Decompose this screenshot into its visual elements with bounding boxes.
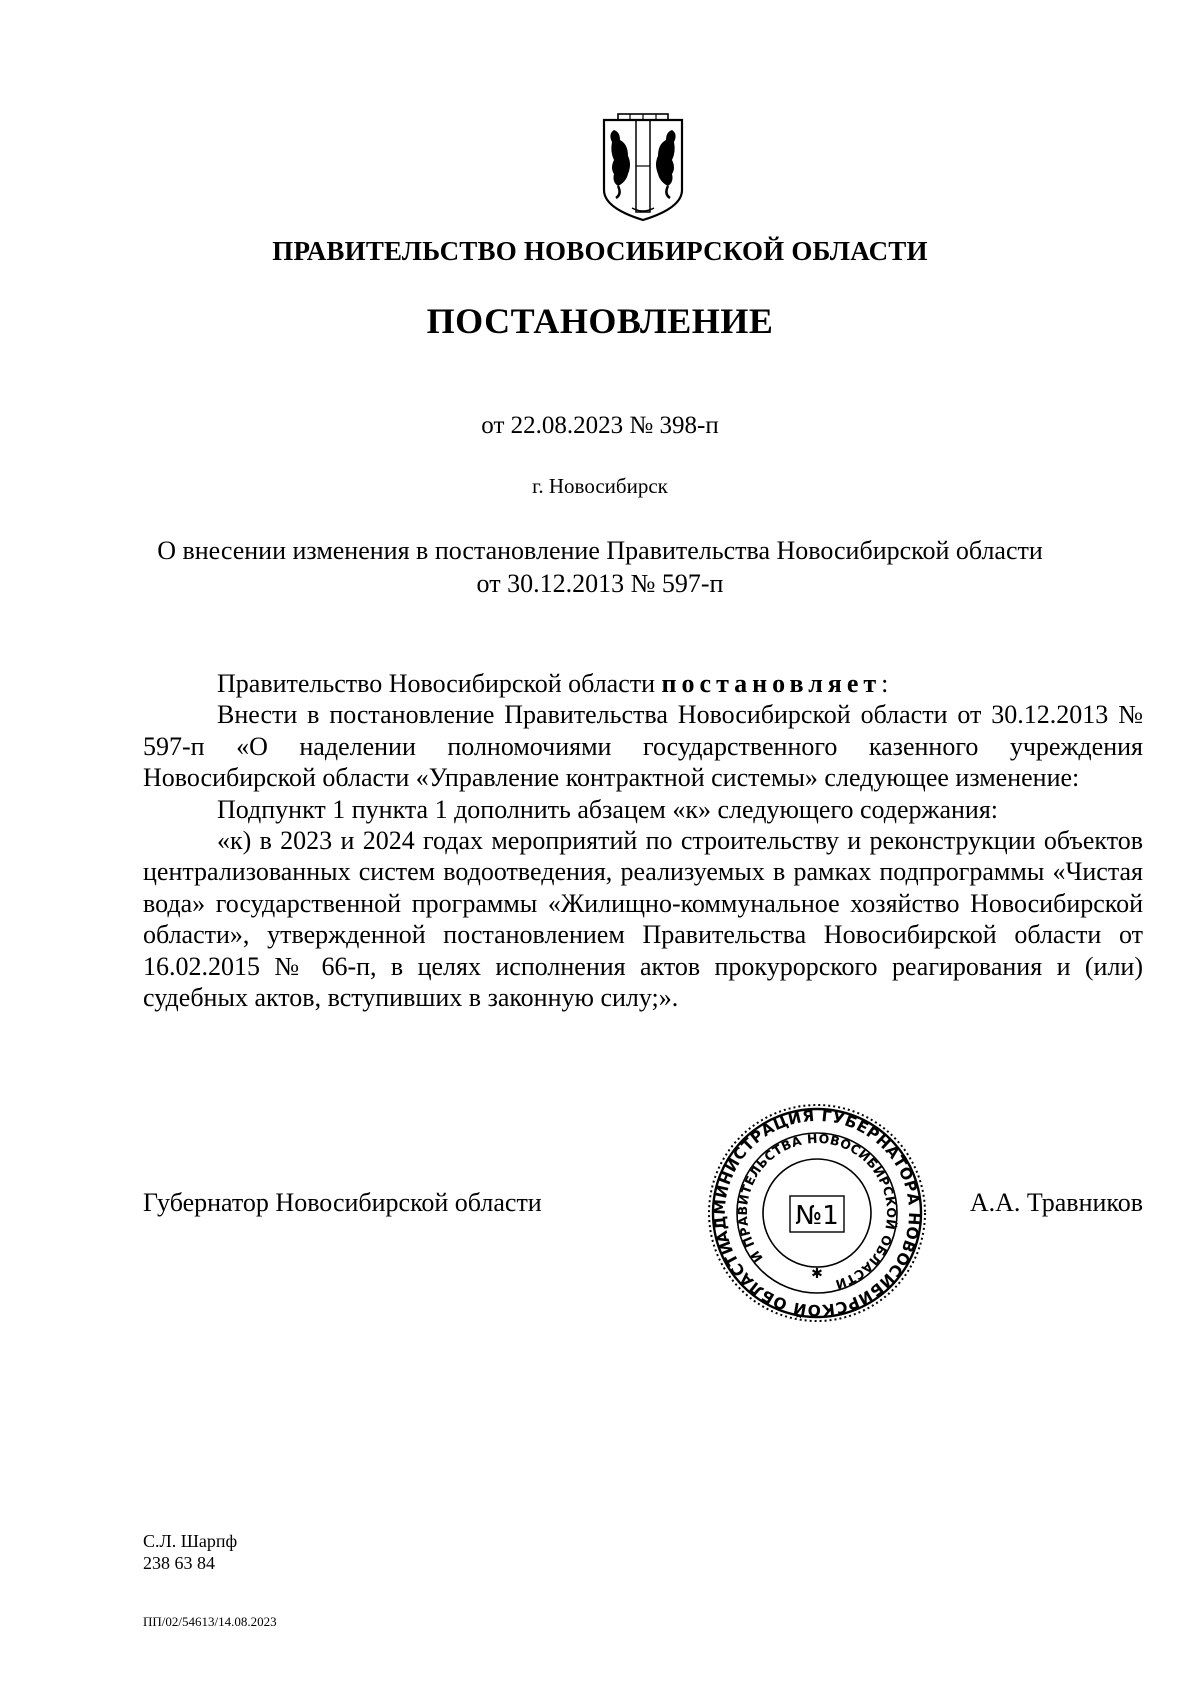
signer-name: А.А. Травников: [969, 1188, 1143, 1217]
seal-inner-text: И ПРАВИТЕЛЬСТВА НОВОСИБИРСКОЙ ОБЛАСТИ: [734, 1130, 900, 1293]
coat-of-arms-icon: [598, 112, 688, 224]
executor-info: [143, 1530, 237, 1574]
document-type: ПОСТАНОВЛЕНИЕ: [426, 301, 774, 341]
seal-number: №1: [795, 1201, 839, 1231]
body-paragraph-1-text: Правительство Новосибирской области: [217, 669, 662, 698]
subject-line-1: О внесении изменения в постановление Правительства Новосибирской области: [157, 536, 1043, 565]
body-paragraph-3: Подпункт 1 пункта 1 дополнить абзацем «к» следующего содержания:: [217, 794, 999, 824]
document-body: [143, 668, 1143, 1013]
document-date-number: от 22.08.2023 № 398-п: [481, 412, 719, 439]
subject-line-2: от 30.12.2013 № 597-п: [476, 569, 724, 598]
government-title: ПРАВИТЕЛЬСТВО НОВОСИБИРСКОЙ ОБЛАСТИ: [272, 236, 928, 266]
body-paragraph-1-resolves: постановляет: [661, 669, 882, 698]
body-paragraph-1: [143, 668, 1143, 699]
document-code: ПП/02/54613/14.08.2023: [143, 1614, 277, 1629]
executor-name: С.Л. Шарпф: [143, 1531, 238, 1551]
signer-title: Губернатор Новосибирской области: [143, 1188, 542, 1217]
seal-outer-text: АДМИНИСТРАЦИЯ ГУБЕРНАТОРА НОВОСИБИРСКОЙ ОБЛАСТИ: [710, 1106, 924, 1320]
seal-star-icon: ✱: [811, 1266, 823, 1282]
body-paragraph-1-end: :: [881, 669, 889, 698]
body-paragraph-2: Внести в постановление Правительства Новосибирской области от 30.12.2013 № 597-п «О наделении полномочиями государственного казенного учреждения Новосибирской области «Управление контрактной системы» следующее изменение:: [143, 700, 1143, 793]
body-paragraph-4: «к) в 2023 и 2024 годах мероприятий по строительству и реконструкции объектов централизованных систем водоотведения, реализуемых в рамках подпрограммы «Чистая вода» государственной программы «Жилищно-коммунальное хозяйство Новосибирской области», утвержденной постановлением Правительства Новосибирской области от 16.02.2015 № 66-п, в целях исполнения актов прокурорского реагирования и (или) судебных актов, вступивших в законную силу;».: [143, 826, 1143, 1013]
official-seal: [706, 1102, 928, 1324]
document-city: г. Новосибирск: [532, 474, 668, 498]
executor-phone: 238 63 84: [143, 1553, 215, 1573]
document-subject: [100, 534, 1100, 600]
